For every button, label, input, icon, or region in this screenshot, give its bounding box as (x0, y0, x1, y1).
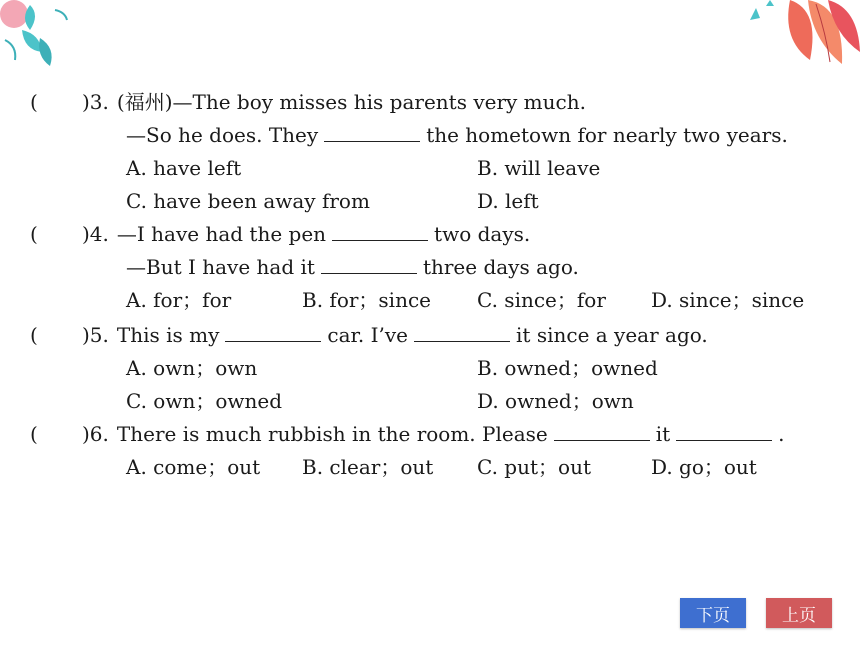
question-3-line2-post: the hometown for nearly two years. (426, 123, 788, 147)
option-c[interactable]: C. have been away from (126, 189, 370, 213)
leaf-decoration-icon (730, 0, 860, 75)
question-5-stem (82, 322, 708, 348)
answer-blank[interactable] (321, 255, 417, 274)
option-a[interactable]: A. come；out (126, 455, 261, 479)
question-5-line1-pre: This is my (116, 323, 220, 347)
question-4-line2-post: three days ago. (422, 255, 579, 279)
question-5-line1-post: it since a year ago. (516, 323, 708, 347)
answer-blank[interactable] (554, 422, 650, 441)
question-3-line1: (福州)—The boy misses his parents very much. (116, 90, 586, 114)
question-3-line2 (126, 122, 788, 148)
question-5-number: )5. (82, 323, 109, 347)
answer-paren-q6[interactable]: ( (30, 422, 38, 446)
question-6-line1-post: . (778, 422, 785, 446)
option-d[interactable]: D. owned；own (477, 389, 634, 413)
question-4-line2-pre: —But I have had it (126, 255, 315, 279)
option-a[interactable]: A. for；for (126, 288, 232, 312)
option-a[interactable]: A. have left (126, 156, 242, 180)
question-6-stem (82, 421, 785, 447)
question-4-line2 (126, 254, 579, 280)
option-d[interactable]: D. go；out (651, 455, 757, 479)
answer-blank[interactable] (414, 323, 510, 342)
question-5-line1-mid: car. I’ve (327, 323, 409, 347)
question-4-line1-pre: —I have had the pen (116, 222, 327, 246)
answer-paren-q4[interactable]: ( (30, 222, 38, 246)
option-a[interactable]: A. own；own (126, 356, 258, 380)
option-c[interactable]: C. put；out (477, 455, 591, 479)
question-3-line2-pre: —So he does. They (126, 123, 319, 147)
floral-decoration-icon (0, 0, 90, 90)
question-3-number: )3. (82, 90, 109, 114)
option-b[interactable]: B. owned；owned (477, 356, 658, 380)
answer-blank[interactable] (676, 422, 772, 441)
option-b[interactable]: B. clear；out (302, 455, 434, 479)
option-d[interactable]: D. since；since (651, 288, 805, 312)
question-6-number: )6. (82, 422, 109, 446)
option-b[interactable]: B. will leave (477, 156, 601, 180)
question-6-line1-mid: it (655, 422, 671, 446)
question-6-line1-pre: There is much rubbish in the room. Please (116, 422, 548, 446)
answer-blank[interactable] (225, 323, 321, 342)
option-c[interactable]: C. since；for (477, 288, 606, 312)
option-c[interactable]: C. own；owned (126, 389, 283, 413)
answer-blank[interactable] (324, 123, 420, 142)
previous-page-button[interactable]: 上页 (766, 598, 832, 628)
option-b[interactable]: B. for；since (302, 288, 431, 312)
answer-paren-q5[interactable]: ( (30, 323, 38, 347)
question-4-number: )4. (82, 222, 109, 246)
next-page-button[interactable]: 下页 (680, 598, 746, 628)
question-3-stem (82, 89, 586, 115)
answer-blank[interactable] (332, 222, 428, 241)
answer-paren-q3[interactable]: ( (30, 90, 38, 114)
question-4-line1-post: two days. (434, 222, 531, 246)
option-d[interactable]: D. left (477, 189, 539, 213)
question-4-stem (82, 221, 530, 247)
